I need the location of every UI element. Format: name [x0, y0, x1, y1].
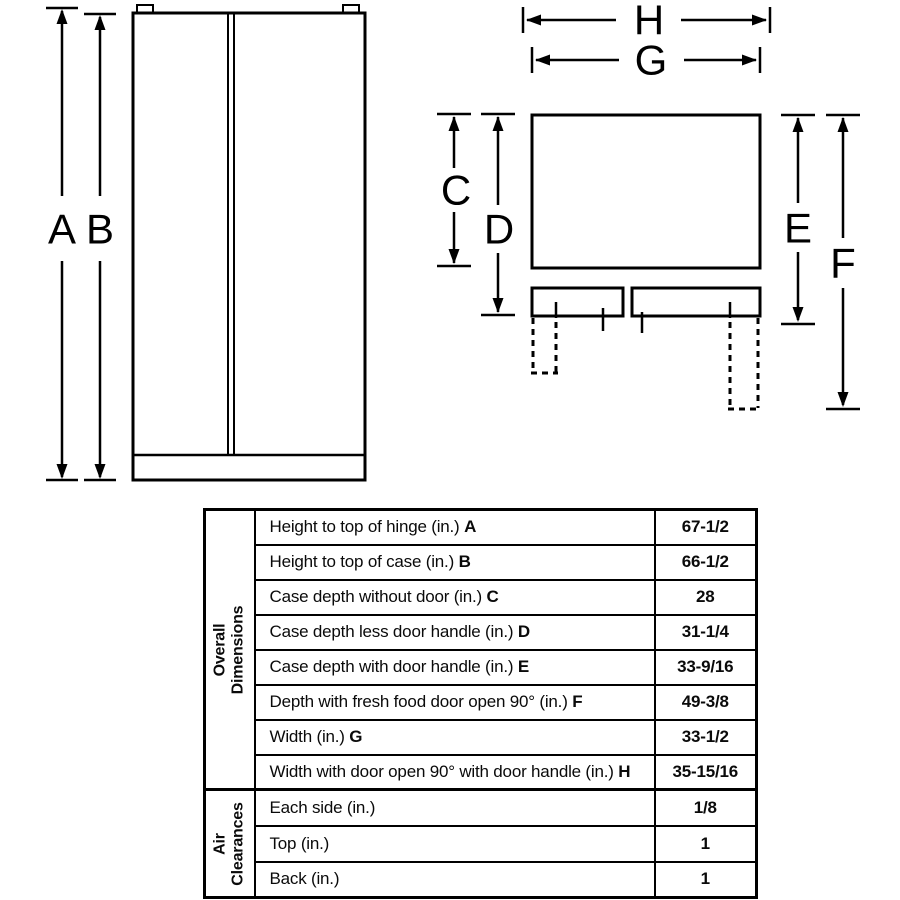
- row-value: 1: [655, 826, 757, 862]
- table-row: [205, 650, 757, 685]
- dim-label-d: D: [483, 205, 515, 253]
- row-value: 28: [655, 580, 757, 615]
- row-letter: A: [464, 517, 477, 537]
- dim-label-c: C: [440, 166, 472, 214]
- row-label: Width with door open 90° with door handle (in.): [269, 761, 614, 781]
- row-label: Width (in.): [269, 727, 345, 746]
- row-value: 1/8: [655, 790, 757, 826]
- table-row: [205, 615, 757, 650]
- dimensions-table: [203, 508, 758, 899]
- row-value: 31-1/4: [655, 615, 757, 650]
- section-title-line: Dimensions: [229, 605, 247, 694]
- row-label: Top (in.): [269, 833, 330, 853]
- door-right-top-view: [632, 288, 760, 316]
- section-title-line: Clearances: [229, 801, 247, 886]
- row-letter: H: [618, 761, 631, 781]
- row-letter: E: [517, 657, 529, 676]
- table-row: [205, 720, 757, 755]
- table-row: [205, 685, 757, 720]
- table-row: [205, 755, 757, 790]
- dim-label-g: G: [634, 36, 668, 84]
- row-value: 67-1/2: [655, 510, 757, 545]
- table-row: [205, 510, 757, 545]
- row-label: Height to top of hinge (in.): [269, 517, 460, 537]
- table-row: [205, 545, 757, 580]
- row-value: 33-9/16: [655, 650, 757, 685]
- section-title-line: Overall: [211, 623, 229, 676]
- dim-label-h: H: [633, 0, 665, 44]
- row-label: Case depth without door (in.): [269, 587, 482, 606]
- row-letter: C: [486, 587, 499, 606]
- row-value: 66-1/2: [655, 545, 757, 580]
- table-row: [205, 790, 757, 826]
- front-view-diagram: [133, 5, 365, 480]
- row-label: Each side (in.): [269, 797, 376, 817]
- row-label: Height to top of case (in.): [269, 552, 455, 571]
- door-handle-right-dashed: [728, 302, 760, 409]
- dim-label-e: E: [783, 204, 813, 252]
- dim-label-b: B: [85, 205, 115, 253]
- row-letter: B: [458, 552, 471, 571]
- row-letter: G: [349, 727, 363, 746]
- table-row: [205, 862, 757, 898]
- section-header-air-clearances: [205, 790, 255, 898]
- row-label: Depth with fresh food door open 90° (in.): [269, 692, 568, 711]
- row-value: 35-15/16: [655, 755, 757, 790]
- row-label: Case depth with door handle (in.): [269, 657, 514, 676]
- top-view-diagram: [531, 115, 760, 409]
- dim-label-a: A: [47, 205, 77, 253]
- row-letter: D: [517, 622, 530, 641]
- row-value: 49-3/8: [655, 685, 757, 720]
- fridge-case: [133, 13, 365, 480]
- row-value: 33-1/2: [655, 720, 757, 755]
- row-label: Back (in.): [269, 869, 340, 889]
- row-value: 1: [655, 862, 757, 898]
- row-letter: F: [572, 692, 583, 711]
- row-label: Case depth less door handle (in.): [269, 622, 514, 641]
- case-top-view: [532, 115, 760, 268]
- table-row: [205, 826, 757, 862]
- section-header-overall-dimensions: [205, 510, 255, 790]
- dim-label-f: F: [830, 239, 856, 287]
- door-left-top-view: [532, 288, 623, 316]
- section-title-line: Air: [211, 832, 229, 855]
- table-row: [205, 580, 757, 615]
